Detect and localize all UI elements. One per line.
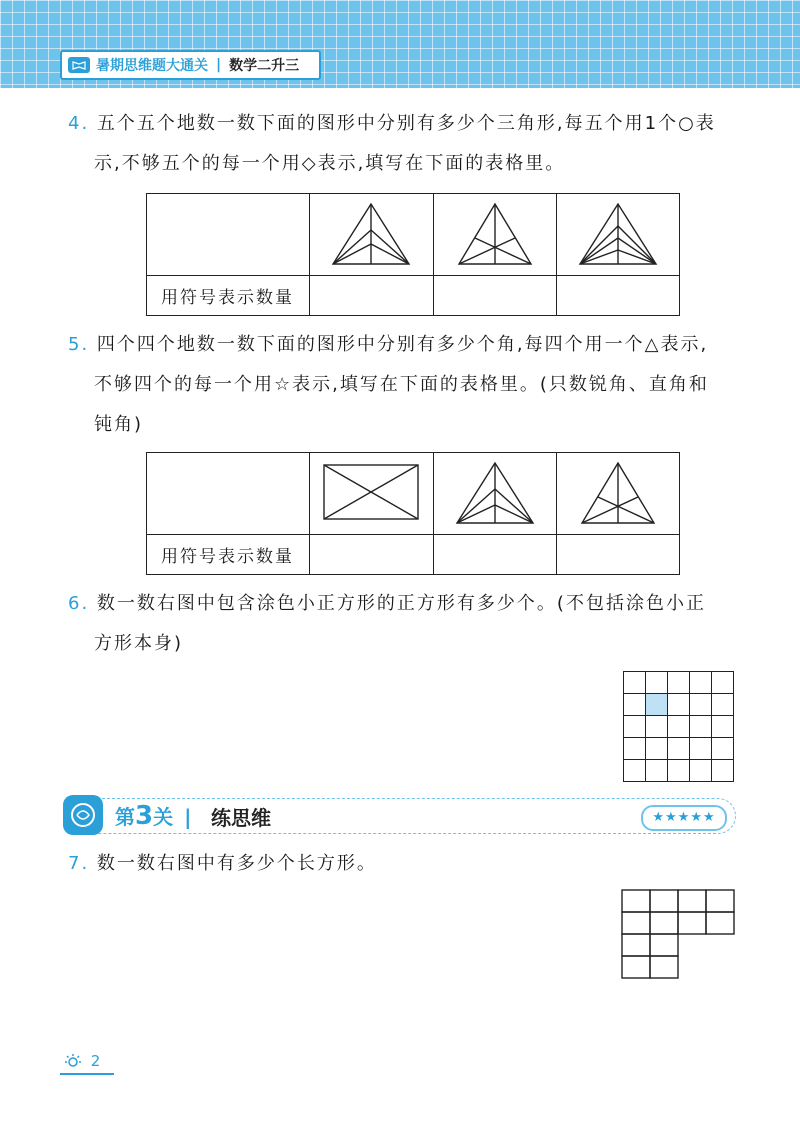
rectangle-figure	[321, 461, 421, 523]
shaded-square	[646, 694, 668, 716]
sun-icon	[60, 1053, 86, 1071]
figure-cell	[433, 453, 556, 535]
square-grid-q6	[623, 671, 734, 782]
section-title	[115, 801, 191, 831]
book-icon	[68, 57, 90, 73]
figure-cell	[310, 453, 433, 535]
difficulty-stars: ★★★★★	[641, 805, 727, 831]
section-separator: |	[184, 805, 192, 829]
question-7	[68, 844, 377, 884]
question-number: 7.	[68, 853, 90, 874]
answer-cell[interactable]	[556, 535, 679, 575]
answer-table-q4	[146, 193, 680, 316]
brain-icon	[63, 795, 103, 835]
question-6	[68, 584, 706, 664]
angle-figure-1	[453, 459, 537, 525]
answer-cell[interactable]	[556, 276, 679, 316]
triangle-figure-2	[453, 200, 537, 266]
question-text-line: 数一数右图中有多少个长方形。	[96, 853, 377, 874]
triangle-figure-1	[329, 200, 413, 266]
question-text-line: 不够四个的每一个用☆表示,填写在下面的表格里。(只数锐角、直角和	[94, 374, 709, 395]
answer-cell[interactable]	[433, 276, 556, 316]
answer-cell[interactable]	[433, 535, 556, 575]
figure-cell	[556, 194, 679, 276]
series-title: 暑期思维题大通关	[96, 58, 208, 74]
row-label: 用符号表示数量	[147, 276, 310, 316]
section-prefix: 第	[115, 805, 135, 829]
empty-cell	[147, 194, 310, 276]
angle-figure-2	[576, 459, 660, 525]
subject-title: 数学二升三	[229, 58, 300, 74]
question-text-line: 四个四个地数一数下面的图形中分别有多少个角,每四个用一个△表示,	[96, 334, 709, 355]
figure-cell	[433, 194, 556, 276]
header-separator: |	[216, 57, 222, 73]
empty-cell	[147, 453, 310, 535]
row-label: 用符号表示数量	[147, 535, 310, 575]
header-tab	[60, 50, 321, 80]
question-text-line: 示,不够五个的每一个用◇表示,填写在下面的表格里。	[94, 153, 566, 174]
question-text-line: 五个五个地数一数下面的图形中分别有多少个三角形,每五个用1个○表	[96, 113, 716, 134]
answer-cell[interactable]	[310, 276, 433, 316]
figure-cell	[556, 453, 679, 535]
page-number: 2	[90, 1052, 101, 1070]
footer-rule	[60, 1073, 114, 1075]
question-5	[68, 325, 709, 445]
rectangle-grid-q7	[621, 889, 735, 979]
question-number: 6.	[68, 593, 90, 614]
answer-cell[interactable]	[310, 535, 433, 575]
page-header	[0, 0, 800, 88]
answer-table-q5	[146, 452, 680, 575]
section-banner	[64, 798, 736, 834]
question-4	[68, 104, 716, 184]
figure-cell	[310, 194, 433, 276]
section-suffix: 关	[153, 805, 174, 829]
question-number: 4.	[68, 113, 90, 134]
question-text-line: 方形本身)	[94, 633, 184, 654]
section-subtitle: 练思维	[211, 806, 271, 830]
page-footer	[60, 1052, 100, 1071]
question-number: 5.	[68, 334, 90, 355]
question-text-line: 数一数右图中包含涂色小正方形的正方形有多少个。(不包括涂色小正	[96, 593, 706, 614]
question-text-line: 钝角)	[94, 414, 144, 435]
triangle-figure-3	[576, 200, 660, 266]
section-number: 3	[135, 801, 154, 831]
